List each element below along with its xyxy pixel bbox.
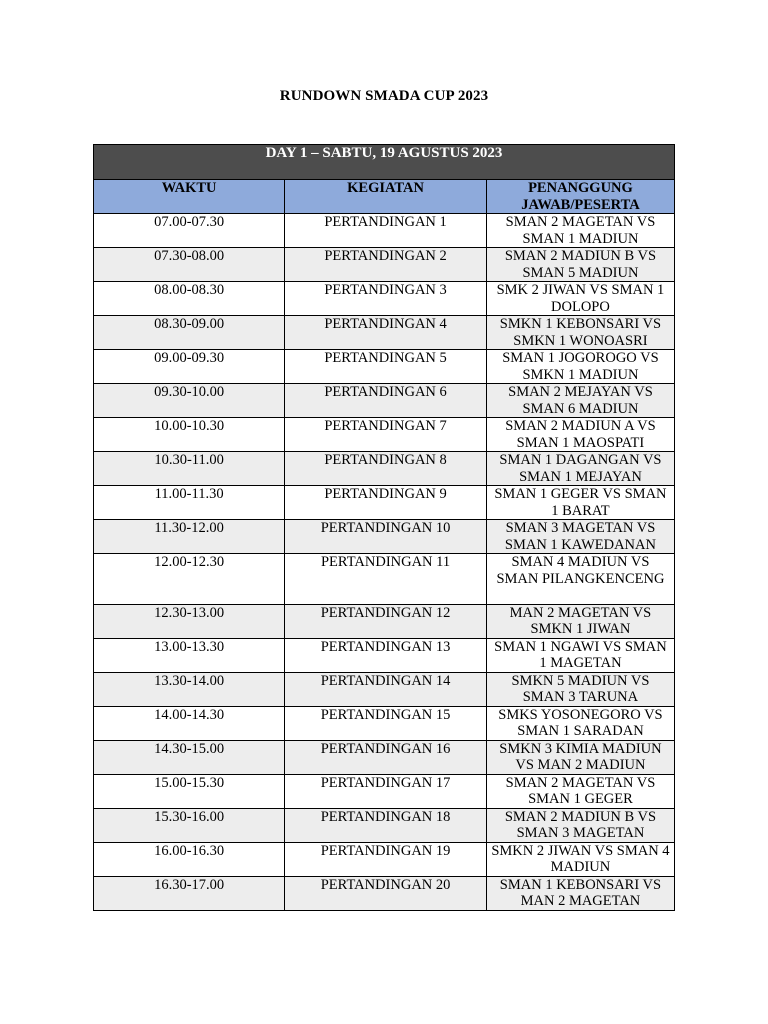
cell-activity: PERTANDINGAN 1 [285,214,487,248]
cell-activity: PERTANDINGAN 14 [285,672,487,706]
column-header-row [94,180,675,214]
rundown-table [93,144,675,911]
cell-participants: SMAN 2 MADIUN B VS SMAN 5 MADIUN [486,248,674,282]
cell-time: 16.30-17.00 [94,876,285,910]
table-row [94,350,675,384]
cell-participants: SMK 2 JIWAN VS SMAN 1 DOLOPO [486,282,674,316]
table-row [94,452,675,486]
document-title: RUNDOWN SMADA CUP 2023 [279,88,489,104]
table-row [94,384,675,418]
table-row [94,282,675,316]
cell-time: 09.30-10.00 [94,384,285,418]
table-row [94,316,675,350]
cell-activity: PERTANDINGAN 17 [285,774,487,808]
cell-participants: SMAN 2 MAGETAN VS SMAN 1 MADIUN [486,214,674,248]
table-row [94,740,675,774]
table-row [94,520,675,554]
cell-time: 11.30-12.00 [94,520,285,554]
table-row [94,554,675,605]
column-header-kegiatan: KEGIATAN [285,180,487,214]
cell-participants: SMKN 3 KIMIA MADIUN VS MAN 2 MADIUN [486,740,674,774]
day-header-row [94,145,675,180]
cell-time: 09.00-09.30 [94,350,285,384]
cell-time: 14.00-14.30 [94,706,285,740]
cell-participants: SMKN 1 KEBONSARI VS SMKN 1 WONOASRI [486,316,674,350]
cell-activity: PERTANDINGAN 6 [285,384,487,418]
cell-activity: PERTANDINGAN 5 [285,350,487,384]
cell-activity: PERTANDINGAN 7 [285,418,487,452]
cell-time: 10.30-11.00 [94,452,285,486]
cell-participants: SMAN 2 MEJAYAN VS SMAN 6 MADIUN [486,384,674,418]
cell-participants: SMKN 5 MADIUN VS SMAN 3 TARUNA [486,672,674,706]
cell-participants: SMAN 3 MAGETAN VS SMAN 1 KAWEDANAN [486,520,674,554]
cell-activity: PERTANDINGAN 9 [285,486,487,520]
cell-activity: PERTANDINGAN 4 [285,316,487,350]
cell-activity: PERTANDINGAN 18 [285,808,487,842]
cell-time: 11.00-11.30 [94,486,285,520]
cell-activity: PERTANDINGAN 19 [285,842,487,876]
table-row [94,604,675,638]
table-body [94,214,675,911]
table-row [94,638,675,672]
cell-time: 15.30-16.00 [94,808,285,842]
cell-participants: SMKN 2 JIWAN VS SMAN 4 MADIUN [486,842,674,876]
cell-participants: SMAN 2 MADIUN A VS SMAN 1 MAOSPATI [486,418,674,452]
cell-participants: MAN 2 MAGETAN VS SMKN 1 JIWAN [486,604,674,638]
cell-participants: SMAN 2 MAGETAN VS SMAN 1 GEGER [486,774,674,808]
cell-time: 15.00-15.30 [94,774,285,808]
cell-time: 08.00-08.30 [94,282,285,316]
cell-participants: SMKS YOSONEGORO VS SMAN 1 SARADAN [486,706,674,740]
cell-activity: PERTANDINGAN 3 [285,282,487,316]
cell-participants: SMAN 1 NGAWI VS SMAN 1 MAGETAN [486,638,674,672]
cell-time: 12.30-13.00 [94,604,285,638]
cell-activity: PERTANDINGAN 15 [285,706,487,740]
cell-participants: SMAN 4 MADIUN VS SMAN PILANGKENCENG [486,554,674,605]
day-header: DAY 1 – SABTU, 19 AGUSTUS 2023 [94,145,675,180]
table-row [94,486,675,520]
table-row [94,842,675,876]
table-row [94,248,675,282]
cell-participants: SMAN 1 DAGANGAN VS SMAN 1 MEJAYAN [486,452,674,486]
cell-time: 08.30-09.00 [94,316,285,350]
table-row [94,418,675,452]
cell-participants: SMAN 1 KEBONSARI VS MAN 2 MAGETAN [486,876,674,910]
cell-activity: PERTANDINGAN 13 [285,638,487,672]
table-row [94,672,675,706]
cell-activity: PERTANDINGAN 8 [285,452,487,486]
table-row [94,876,675,910]
cell-participants: SMAN 2 MADIUN B VS SMAN 3 MAGETAN [486,808,674,842]
cell-activity: PERTANDINGAN 16 [285,740,487,774]
table-row [94,706,675,740]
cell-activity: PERTANDINGAN 2 [285,248,487,282]
cell-time: 10.00-10.30 [94,418,285,452]
column-header-penanggung-jawab: PENANGGUNG JAWAB/PESERTA [486,180,674,214]
table-row [94,774,675,808]
cell-time: 12.00-12.30 [94,554,285,605]
cell-activity: PERTANDINGAN 11 [285,554,487,605]
column-header-waktu: WAKTU [94,180,285,214]
table-row [94,808,675,842]
cell-participants: SMAN 1 GEGER VS SMAN 1 BARAT [486,486,674,520]
cell-activity: PERTANDINGAN 20 [285,876,487,910]
cell-time: 13.00-13.30 [94,638,285,672]
cell-activity: PERTANDINGAN 12 [285,604,487,638]
cell-participants: SMAN 1 JOGOROGO VS SMKN 1 MADIUN [486,350,674,384]
cell-time: 16.00-16.30 [94,842,285,876]
cell-time: 07.30-08.00 [94,248,285,282]
cell-time: 13.30-14.00 [94,672,285,706]
cell-activity: PERTANDINGAN 10 [285,520,487,554]
table-row [94,214,675,248]
cell-time: 07.00-07.30 [94,214,285,248]
cell-time: 14.30-15.00 [94,740,285,774]
